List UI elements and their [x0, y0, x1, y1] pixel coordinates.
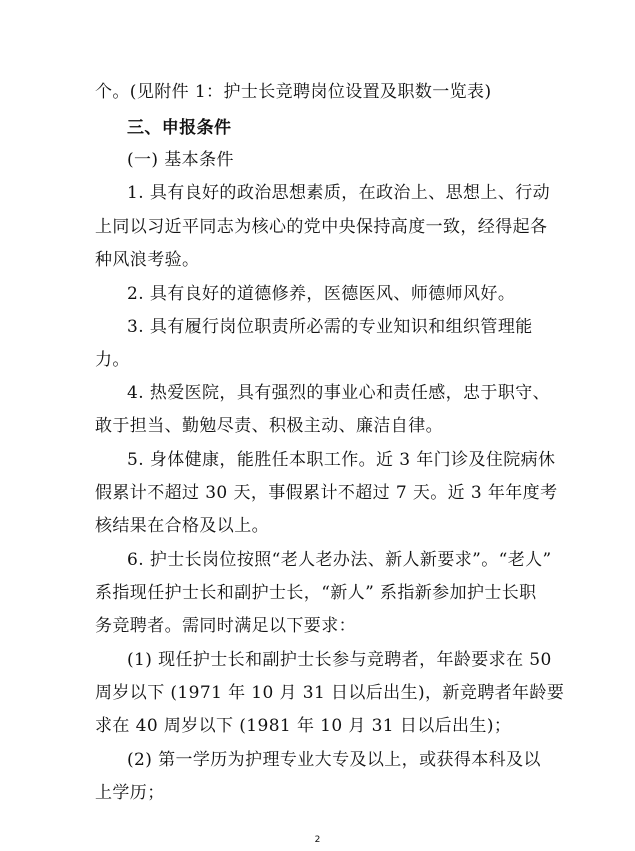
paragraph-line: 6. 护士长岗位按照“老人老办法、新人新要求”。“老人” [127, 550, 552, 570]
paragraph-line: 1. 具有良好的政治思想素质，在政治上、思想上、行动 [127, 183, 551, 203]
paragraph-line: 上同以习近平同志为核心的党中央保持高度一致，经得起各 [95, 217, 548, 237]
section-heading-conditions: 三、申报条件 [127, 118, 232, 138]
subsection-heading-basic-conditions: (一) 基本条件 [127, 150, 234, 170]
paragraph-line: 上学历； [95, 783, 165, 803]
page-number: 2 [314, 835, 321, 845]
paragraph-line: 5. 身体健康，能胜任本职工作。近 3 年门诊及住院病休 [127, 450, 556, 470]
paragraph-line: 2. 具有良好的道德修养，医德医风、师德师风好。 [127, 284, 516, 304]
paragraph-line: 系指现任护士长和副护士长，“新人” 系指新参加护士长职 [95, 583, 537, 603]
paragraph-line: (1) 现任护士长和副护士长参与竞聘者，年龄要求在 50 [127, 650, 552, 670]
paragraph-line: 求在 40 周岁以下 (1981 年 10 月 31 日以后出生)； [95, 716, 512, 736]
paragraph-line: 3. 具有履行岗位职责所必需的专业知识和组织管理能 [127, 317, 533, 337]
paragraph-line: 假累计不超过 30 天，事假累计不超过 7 天。近 3 年年度考 [95, 483, 558, 503]
paragraph-line: 敢于担当、勤勉尽责、积极主动、廉洁自律。 [95, 416, 443, 436]
paragraph-line: 力。 [95, 350, 130, 370]
paragraph-line: (2) 第一学历为护理专业大专及以上，或获得本科及以 [127, 750, 541, 770]
text-line-continuation: 个。(见附件 1：护士长竞聘岗位设置及职数一览表) [95, 82, 492, 102]
paragraph-line: 种风浪考验。 [95, 250, 200, 270]
paragraph-line: 4. 热爱医院，具有强烈的事业心和责任感，忠于职守、 [127, 383, 551, 403]
paragraph-line: 核结果在合格及以上。 [95, 516, 269, 536]
paragraph-line: 务竞聘者。需同时满足以下要求： [95, 616, 356, 636]
paragraph-line: 周岁以下 (1971 年 10 月 31 日以后出生)，新竞聘者年龄要 [95, 683, 565, 703]
